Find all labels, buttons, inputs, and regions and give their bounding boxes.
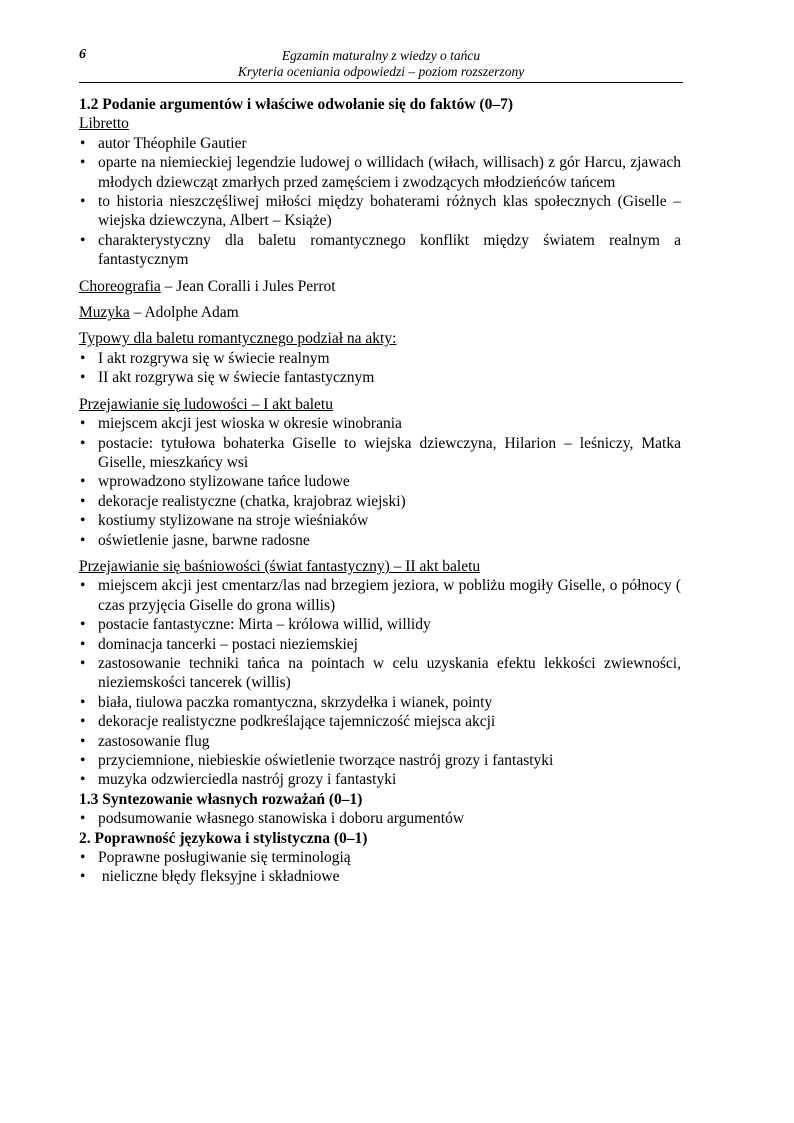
acts-list <box>79 349 681 388</box>
folk-label: Przejawianie się ludowości – I akt baletu <box>79 395 333 413</box>
document-body <box>79 95 681 887</box>
choreography-line <box>79 277 681 296</box>
fairy-list <box>79 576 681 789</box>
list-item: • miejscem akcji jest wioska w okresie winobrania <box>79 414 681 433</box>
section-1-3-heading: 1.3 Syntezowanie własnych rozważań (0–1) <box>79 790 363 808</box>
fairy-label: Przejawianie się baśniowości (świat fantastyczny) – II akt baletu <box>79 557 481 575</box>
synthesis-list <box>79 809 681 828</box>
section-2-heading: 2. Poprawność językowa i stylistyczna (0–1) <box>79 829 368 847</box>
folk-list <box>79 414 681 550</box>
exam-subtitle: Kryteria oceniania odpowiedzi – poziom rozszerzony <box>237 64 525 79</box>
list-item: • dominacja tancerki – postaci nieziemskiej <box>79 635 681 654</box>
acts-label: Typowy dla baletu romantycznego podział na akty: <box>79 330 397 348</box>
page-header <box>79 46 683 83</box>
language-list <box>79 848 681 887</box>
folk-block <box>79 395 681 550</box>
list-item: • autor Théophile Gautier <box>79 134 681 153</box>
list-item: • kostiumy stylizowane na stroje wieśniaków <box>79 511 681 530</box>
list-item: • miejscem akcji jest cmentarz/las nad brzegiem jeziora, w pobliżu mogiły Giselle, o północy ( czas przyjęcia Giselle do grona willis) <box>79 576 681 615</box>
list-item: • I akt rozgrywa się w świecie realnym <box>79 349 681 368</box>
list-item: • postacie: tytułowa bohaterka Giselle to wiejska dziewczyna, Hilarion – leśniczy, Matka Giselle, mieszkańcy wsi <box>79 434 681 473</box>
list-item: • oświetlenie jasne, barwne radosne <box>79 531 681 550</box>
fairy-block <box>79 557 681 790</box>
music-label: Muzyka <box>79 304 130 322</box>
list-item: • oparte na niemieckiej legendzie ludowej o willidach (wiłach, willisach) z gór Harcu, zjawach młodych dziewcząt zmarłych przed zamęściem i zwodzących młodzieńców tańcem <box>79 153 681 192</box>
list-item: • zastosowanie techniki tańca na pointach w celu uzyskania efektu lekkości zwiewności, nieziemskości tancerek (willis) <box>79 654 681 693</box>
acts-block <box>79 329 681 387</box>
page-number: 6 <box>79 47 86 62</box>
music-line <box>79 303 681 322</box>
list-item: • postacie fantastyczne: Mirta – królowa willid, willidy <box>79 615 681 634</box>
libretto-block <box>79 114 681 269</box>
list-item: • muzyka odzwierciedla nastrój grozy i fantastyki <box>79 770 681 789</box>
list-item: • wprowadzono stylizowane tańce ludowe <box>79 472 681 491</box>
list-item: • to historia nieszczęśliwej miłości między bohaterami różnych klas społecznych (Giselle – wiejska dziewczyna, Albert – Książe) <box>79 192 681 231</box>
list-item: • dekoracje realistyczne podkreślające tajemniczość miejsca akcji <box>79 712 681 731</box>
choreography-label: Choreografia <box>79 277 161 295</box>
libretto-label: Libretto <box>79 115 129 133</box>
music-value: – Adolphe Adam <box>129 304 239 322</box>
exam-title: Egzamin maturalny z wiedzy o tańcu <box>281 48 481 63</box>
list-item: • nieliczne błędy fleksyjne i składniowe <box>79 867 681 886</box>
list-item: • dekoracje realistyczne (chatka, krajobraz wiejski) <box>79 492 681 511</box>
libretto-list <box>79 134 681 270</box>
section-1-2-heading: 1.2 Podanie argumentów i właściwe odwołanie się do faktów (0–7) <box>79 96 513 113</box>
list-item: • przyciemnione, niebieskie oświetlenie tworzące nastrój grozy i fantastyki <box>79 751 681 770</box>
list-item: • Poprawne posługiwanie się terminologią <box>79 848 681 867</box>
list-item: • zastosowanie flug <box>79 732 681 751</box>
list-item: • biała, tiulowa paczka romantyczna, skrzydełka i wianek, pointy <box>79 693 681 712</box>
list-item: • charakterystyczny dla baletu romantycznego konflikt między światem realnym a fantastycznym <box>79 231 681 270</box>
running-title <box>79 48 683 80</box>
list-item: • podsumowanie własnego stanowiska i doboru argumentów <box>79 809 681 828</box>
choreography-value: – Jean Coralli i Jules Perrot <box>160 277 336 295</box>
list-item: • II akt rozgrywa się w świecie fantastycznym <box>79 368 681 387</box>
